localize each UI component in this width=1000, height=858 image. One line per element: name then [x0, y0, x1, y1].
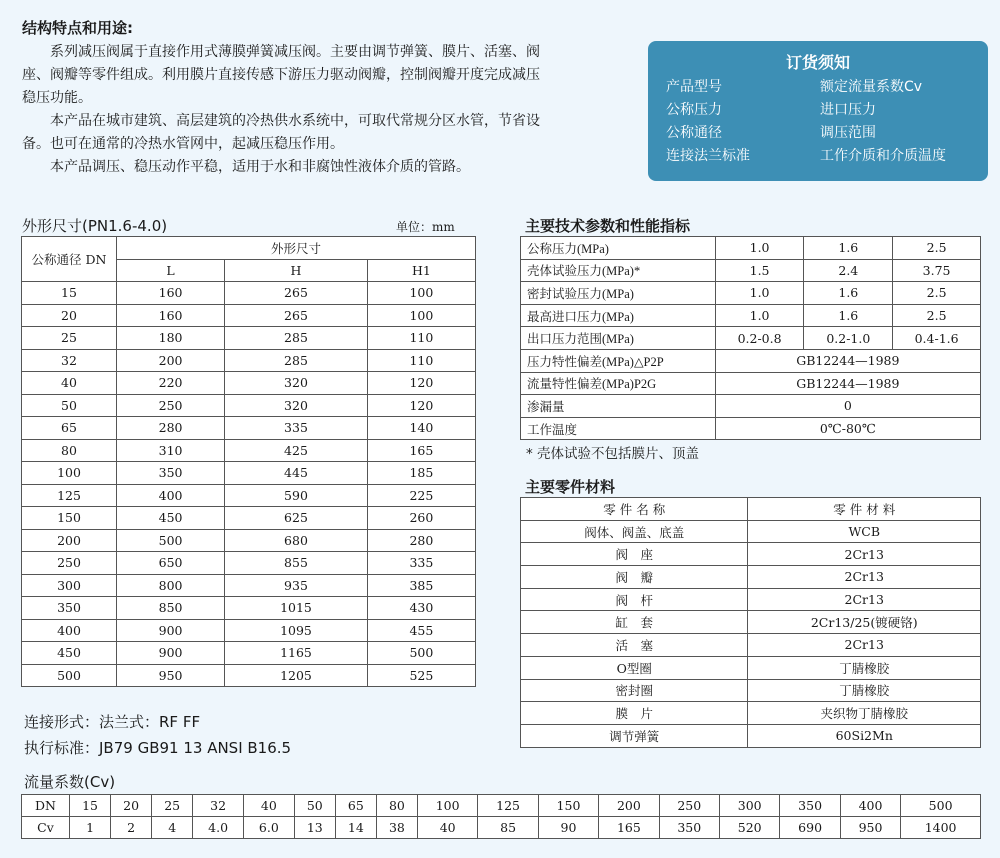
flow-dn-cell: 500	[901, 795, 981, 817]
specs-value: 1.5	[715, 259, 804, 282]
specs-note: * 壳体试验不包括膜片、顶盖	[526, 446, 700, 462]
materials-table	[520, 497, 981, 748]
materials-row	[521, 724, 981, 747]
dimensions-cell: 185	[367, 462, 475, 485]
materials-part: 阀 座	[521, 543, 748, 566]
specs-value: GB12244—1989	[715, 349, 980, 372]
materials-material: 2Cr13	[748, 634, 981, 657]
materials-row	[521, 566, 981, 589]
dimensions-cell: 250	[22, 552, 117, 575]
intro-title: 结构特点和用途:	[22, 19, 133, 37]
materials-material: 丁腈橡胶	[748, 656, 981, 679]
specs-value: 2.5	[893, 237, 981, 260]
dimensions-body	[22, 282, 476, 687]
specs-row	[521, 282, 981, 305]
materials-material: 夹织物丁腈橡胶	[748, 702, 981, 725]
materials-part: 密封圈	[521, 679, 748, 702]
specs-label: 壳体试验压力(MPa)*	[521, 259, 716, 282]
dimensions-cell: 500	[117, 529, 225, 552]
order-item: 进口压力	[820, 102, 876, 118]
dimensions-row	[22, 619, 476, 642]
dimensions-cell: 280	[367, 529, 475, 552]
flow-dn-cell: 50	[294, 795, 335, 817]
dimensions-cell: 50	[22, 394, 117, 417]
flow-dn-cell: 250	[659, 795, 719, 817]
dimensions-cell: 285	[225, 327, 368, 350]
materials-part: O型圈	[521, 656, 748, 679]
connection-standard: 执行标准：JB79 GB91 13 ANSI B16.5	[24, 739, 292, 757]
dimensions-cell: 590	[225, 484, 368, 507]
dimensions-cell: 250	[117, 394, 225, 417]
specs-value: 2.5	[893, 304, 981, 327]
dimensions-row	[22, 462, 476, 485]
dimensions-cell: 160	[117, 304, 225, 327]
flow-cv-cell: 14	[335, 817, 376, 839]
dimensions-cell: 335	[225, 417, 368, 440]
flow-dn-cell: 65	[335, 795, 376, 817]
dimensions-row	[22, 664, 476, 687]
dimensions-cell: 680	[225, 529, 368, 552]
dimensions-col-header: H1	[367, 259, 475, 282]
order-item: 连接法兰标准	[666, 148, 750, 164]
flow-cv-cell: 40	[417, 817, 477, 839]
flow-dn-cell: 300	[720, 795, 780, 817]
flow-dn-cell: 80	[376, 795, 417, 817]
dimensions-cell: 120	[367, 372, 475, 395]
materials-row	[521, 543, 981, 566]
specs-label: 工作温度	[521, 417, 716, 440]
dimensions-cell: 800	[117, 574, 225, 597]
flow-dn-cell: 350	[780, 795, 840, 817]
specs-value: 0.2-0.8	[715, 327, 804, 350]
dimensions-cell: 200	[22, 529, 117, 552]
dimensions-row	[22, 439, 476, 462]
dimensions-row	[22, 529, 476, 552]
flow-cv-cell: 1	[70, 817, 111, 839]
dimensions-row	[22, 507, 476, 530]
dimensions-cell: 855	[225, 552, 368, 575]
dimensions-cell: 280	[117, 417, 225, 440]
dimensions-cell: 110	[367, 327, 475, 350]
dimensions-row	[22, 574, 476, 597]
materials-material: 2Cr13/25(镀硬铬)	[748, 611, 981, 634]
dimensions-cell: 100	[22, 462, 117, 485]
materials-row	[521, 611, 981, 634]
dimensions-cell: 65	[22, 417, 117, 440]
specs-value: 0℃-80℃	[715, 417, 980, 440]
dimensions-cell: 120	[367, 394, 475, 417]
materials-row	[521, 702, 981, 725]
flow-cv-cell: 90	[538, 817, 598, 839]
materials-row	[521, 588, 981, 611]
dimensions-cell: 385	[367, 574, 475, 597]
specs-row	[521, 237, 981, 260]
flow-dn-cell: 125	[478, 795, 538, 817]
dimensions-cell: 200	[117, 349, 225, 372]
dimensions-cell: 430	[367, 597, 475, 620]
dimensions-cell: 150	[22, 507, 117, 530]
flow-dn-cell: 20	[111, 795, 152, 817]
intro-line: 本产品调压、稳压动作平稳，适用于水和非腐蚀性液体介质的管路。	[50, 159, 470, 175]
order-item: 产品型号	[666, 79, 722, 95]
dimensions-cell: 160	[117, 282, 225, 305]
dimensions-row	[22, 327, 476, 350]
flow-dn-cell: 25	[152, 795, 193, 817]
order-item: 额定流量系数Cv	[820, 79, 923, 95]
intro-line: 座、阀瓣等零件组成。利用膜片直接传感下游压力驱动阀瓣，控制阀瓣开度完成减压	[22, 67, 540, 83]
dimensions-row	[22, 642, 476, 665]
dimensions-cell: 265	[225, 304, 368, 327]
flow-dn-row	[22, 795, 981, 817]
dimensions-cell: 100	[367, 304, 475, 327]
flow-dn-cell: 200	[599, 795, 659, 817]
flow-cv-cell: 350	[659, 817, 719, 839]
dimensions-cell: 335	[367, 552, 475, 575]
dimensions-col-header: H	[225, 259, 368, 282]
dimensions-cell: 625	[225, 507, 368, 530]
flow-dn-cell: 400	[840, 795, 900, 817]
order-item: 公称通径	[666, 125, 722, 141]
dimensions-cell: 110	[367, 349, 475, 372]
dimensions-cell: 40	[22, 372, 117, 395]
dimensions-cell: 300	[22, 574, 117, 597]
dimensions-header-group: 外形尺寸	[117, 237, 476, 260]
materials-part: 活 塞	[521, 634, 748, 657]
flow-dn-cell: 15	[70, 795, 111, 817]
specs-label: 出口压力范围(MPa)	[521, 327, 716, 350]
dimensions-cell: 1205	[225, 664, 368, 687]
dimensions-cell: 445	[225, 462, 368, 485]
materials-material: 2Cr13	[748, 566, 981, 589]
dimensions-cell: 500	[367, 642, 475, 665]
materials-material: 2Cr13	[748, 588, 981, 611]
materials-header-part: 零 件 名 称	[521, 498, 748, 521]
flow-cv-cell: 13	[294, 817, 335, 839]
specs-value: 1.6	[804, 282, 893, 305]
dimensions-cell: 285	[225, 349, 368, 372]
dimensions-row	[22, 484, 476, 507]
materials-part: 调节弹簧	[521, 724, 748, 747]
flow-cv-cell: 2	[111, 817, 152, 839]
dimensions-cell: 350	[22, 597, 117, 620]
dimensions-table	[21, 236, 476, 687]
intro-line: 备。也可在通常的冷热水管网中，起减压稳压作用。	[22, 136, 344, 152]
order-info-list	[666, 78, 990, 166]
dimensions-unit: 单位：mm	[396, 220, 455, 234]
dimensions-row	[22, 372, 476, 395]
dimensions-row	[22, 304, 476, 327]
dimensions-cell: 400	[117, 484, 225, 507]
flow-cv-row	[22, 817, 981, 839]
specs-value: 2.5	[893, 282, 981, 305]
dimensions-cell: 650	[117, 552, 225, 575]
flow-cv-cell: 690	[780, 817, 840, 839]
flow-dn-label: DN	[22, 795, 70, 817]
dimensions-row	[22, 349, 476, 372]
specs-label: 最高进口压力(MPa)	[521, 304, 716, 327]
flow-cv-cell: 85	[478, 817, 538, 839]
specs-row	[521, 417, 981, 440]
specs-row	[521, 395, 981, 418]
specs-value: 1.0	[715, 304, 804, 327]
dimensions-cell: 450	[117, 507, 225, 530]
specs-label: 密封试验压力(MPa)	[521, 282, 716, 305]
flow-title: 流量系数(Cv)	[24, 773, 116, 791]
dimensions-cell: 1165	[225, 642, 368, 665]
flow-cv-cell: 4.0	[193, 817, 244, 839]
materials-body	[521, 520, 981, 747]
dimensions-cell: 455	[367, 619, 475, 642]
connection-form: 连接形式：法兰式：RF FF	[24, 713, 201, 731]
dimensions-cell: 140	[367, 417, 475, 440]
materials-material: 60Si2Mn	[748, 724, 981, 747]
flow-cv-cell: 520	[720, 817, 780, 839]
specs-value: 3.75	[893, 259, 981, 282]
dimensions-cell: 900	[117, 619, 225, 642]
flow-dn-cell: 150	[538, 795, 598, 817]
materials-part: 阀 杆	[521, 588, 748, 611]
dimensions-cell: 425	[225, 439, 368, 462]
specs-value: GB12244—1989	[715, 372, 980, 395]
dimensions-title: 外形尺寸(PN1.6-4.0)	[22, 217, 168, 235]
materials-part: 阀 瓣	[521, 566, 748, 589]
specs-value: 2.4	[804, 259, 893, 282]
dimensions-cell: 220	[117, 372, 225, 395]
specs-body	[521, 237, 981, 440]
dimensions-row	[22, 417, 476, 440]
dimensions-cell: 125	[22, 484, 117, 507]
materials-part: 缸 套	[521, 611, 748, 634]
dimensions-cell: 265	[225, 282, 368, 305]
intro-text	[22, 41, 632, 179]
dimensions-cell: 850	[117, 597, 225, 620]
specs-table	[520, 236, 981, 440]
dimensions-cell: 225	[367, 484, 475, 507]
intro-line: 本产品在城市建筑、高层建筑的冷热供水系统中，可取代常规分区水管，节省设	[50, 113, 540, 129]
specs-value: 0.4-1.6	[893, 327, 981, 350]
materials-part: 膜 片	[521, 702, 748, 725]
specs-label: 公称压力(MPa)	[521, 237, 716, 260]
materials-material: WCB	[748, 520, 981, 543]
dimensions-cell: 935	[225, 574, 368, 597]
order-info-box	[648, 41, 988, 181]
flow-cv-cell: 4	[152, 817, 193, 839]
materials-row	[521, 634, 981, 657]
dimensions-cell: 1015	[225, 597, 368, 620]
dimensions-row	[22, 394, 476, 417]
dimensions-cell: 320	[225, 372, 368, 395]
flow-dn-cell: 32	[193, 795, 244, 817]
dimensions-cell: 180	[117, 327, 225, 350]
materials-title: 主要零件材料	[525, 478, 616, 496]
dimensions-col-header: L	[117, 259, 225, 282]
specs-value: 0	[715, 395, 980, 418]
order-item: 公称压力	[666, 102, 722, 118]
materials-row	[521, 679, 981, 702]
dimensions-cell: 1095	[225, 619, 368, 642]
flow-dn-cell: 100	[417, 795, 477, 817]
flow-cv-cell: 950	[840, 817, 900, 839]
specs-title: 主要技术参数和性能指标	[525, 217, 691, 235]
dimensions-cell: 320	[225, 394, 368, 417]
specs-value: 1.6	[804, 237, 893, 260]
flow-cv-cell: 165	[599, 817, 659, 839]
materials-material: 2Cr13	[748, 543, 981, 566]
materials-row	[521, 520, 981, 543]
flow-table	[21, 794, 981, 839]
specs-row	[521, 304, 981, 327]
materials-row	[521, 656, 981, 679]
order-info-title: 订货须知	[785, 53, 850, 72]
flow-cv-cell: 6.0	[243, 817, 294, 839]
specs-value: 0.2-1.0	[804, 327, 893, 350]
dimensions-cell: 350	[117, 462, 225, 485]
order-item: 调压范围	[820, 125, 876, 141]
dimensions-cell: 25	[22, 327, 117, 350]
dimensions-cell: 400	[22, 619, 117, 642]
flow-cv-label: Cv	[22, 817, 70, 839]
specs-row	[521, 372, 981, 395]
dimensions-cell: 900	[117, 642, 225, 665]
flow-dn-cell: 40	[243, 795, 294, 817]
specs-row	[521, 327, 981, 350]
specs-label: 压力特性偏差(MPa)△P2P	[521, 349, 716, 372]
dimensions-cell: 525	[367, 664, 475, 687]
specs-value: 1.0	[715, 237, 804, 260]
materials-header-material: 零 件 材 料	[748, 498, 981, 521]
dimensions-cell: 500	[22, 664, 117, 687]
materials-part: 阀体、阀盖、底盖	[521, 520, 748, 543]
dimensions-row	[22, 282, 476, 305]
specs-value: 1.6	[804, 304, 893, 327]
intro-line: 稳压功能。	[22, 90, 92, 106]
dimensions-cell: 32	[22, 349, 117, 372]
dimensions-cell: 15	[22, 282, 117, 305]
dimensions-row	[22, 552, 476, 575]
flow-cv-cell: 38	[376, 817, 417, 839]
materials-material: 丁腈橡胶	[748, 679, 981, 702]
dimensions-row	[22, 597, 476, 620]
dimensions-cell: 100	[367, 282, 475, 305]
dimensions-header-dn: 公称通径 DN	[22, 237, 117, 282]
specs-value: 1.0	[715, 282, 804, 305]
dimensions-cell: 80	[22, 439, 117, 462]
specs-label: 流量特性偏差(MPa)P2G	[521, 372, 716, 395]
dimensions-cell: 260	[367, 507, 475, 530]
intro-line: 系列减压阀属于直接作用式薄膜弹簧减压阀。主要由调节弹簧、膜片、活塞、阀	[50, 44, 540, 60]
dimensions-cell: 165	[367, 439, 475, 462]
flow-cv-cell: 1400	[901, 817, 981, 839]
specs-row	[521, 259, 981, 282]
dimensions-cell: 20	[22, 304, 117, 327]
dimensions-cell: 310	[117, 439, 225, 462]
dimensions-cell: 950	[117, 664, 225, 687]
specs-row	[521, 349, 981, 372]
dimensions-cell: 450	[22, 642, 117, 665]
specs-label: 渗漏量	[521, 395, 716, 418]
order-item: 工作介质和介质温度	[820, 148, 946, 164]
